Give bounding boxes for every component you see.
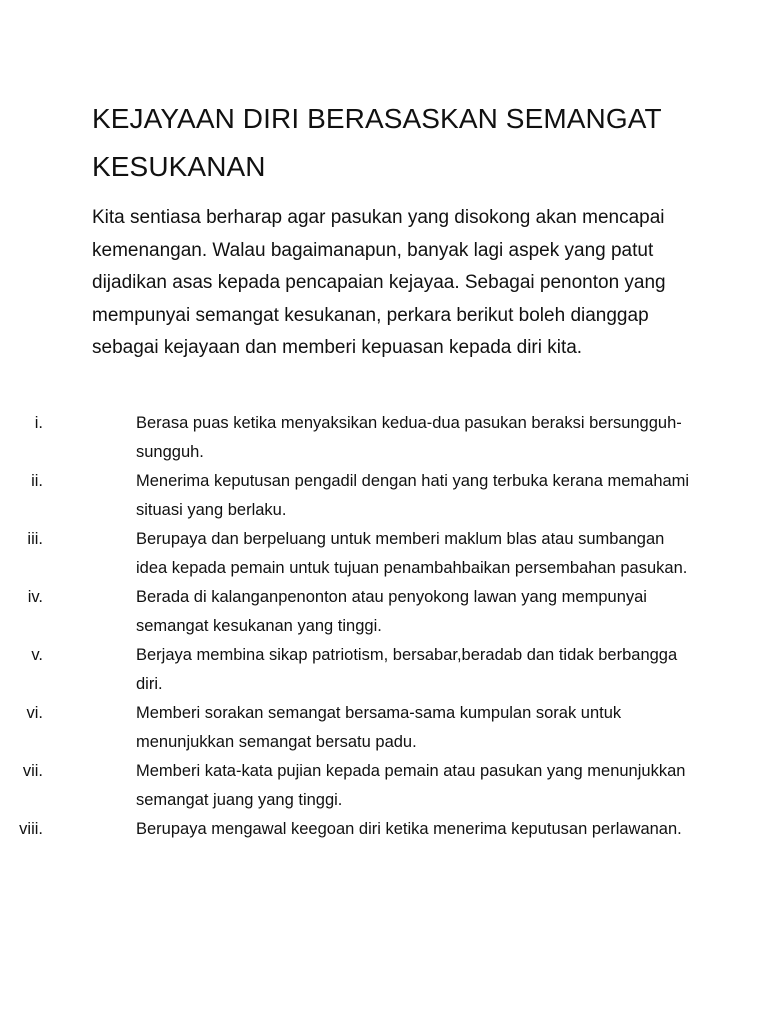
list-marker: v. <box>31 646 43 664</box>
list-marker: i. <box>34 414 43 432</box>
list-item <box>0 525 696 583</box>
list-item-text: Berjaya membina sikap patriotism, bersabar,beradab dan tidak berbangga diri. <box>136 646 678 693</box>
list-item-text: Berasa puas ketika menyaksikan kedua-dua pasukan beraksi bersungguh-sungguh. <box>136 414 682 461</box>
list-item <box>0 699 696 757</box>
roman-numeral-list <box>0 409 768 844</box>
list-item <box>0 467 696 525</box>
list-marker: iii. <box>27 530 43 548</box>
list-item-text: Berupaya mengawal keegoan diri ketika menerima keputusan perlawanan. <box>136 820 682 838</box>
list-marker: iv. <box>27 588 43 606</box>
list-marker: viii. <box>19 820 43 838</box>
list-item-text: Memberi kata-kata pujian kepada pemain atau pasukan yang menunjukkan semangat juang yang tinggi. <box>136 762 686 809</box>
list-marker: vii. <box>22 762 43 780</box>
list-marker: ii. <box>31 472 43 490</box>
list-item <box>0 583 696 641</box>
list-marker: vi. <box>26 704 43 722</box>
list-item <box>0 409 696 467</box>
intro-paragraph: Kita sentiasa berharap agar pasukan yang disokong akan mencapai kemenangan. Walau bagaimanapun, banyak lagi aspek yang patut dijadikan asas kepada pencapaian kejayaa. Sebagai penonton yang mempunyai semangat kesukanan, perkara berikut boleh dianggap sebagai kejayaan dan memberi kepuasan kepada diri kita. <box>92 207 666 358</box>
list-item <box>0 641 696 699</box>
document-title: KEJAYAAN DIRI BERASASKAN SEMANGAT KESUKANAN <box>92 103 662 182</box>
list-item <box>0 757 696 815</box>
list-item <box>0 815 696 844</box>
list-item-text: Menerima keputusan pengadil dengan hati yang terbuka kerana memahami situasi yang berlaku. <box>136 472 690 519</box>
list-item-text: Memberi sorakan semangat bersama-sama kumpulan sorak untuk menunjukkan semangat bersatu padu. <box>136 704 622 751</box>
list-item-text: Berupaya dan berpeluang untuk memberi maklum blas atau sumbangan idea kepada pemain untuk tujuan penambahbaikan persembahan pasukan. <box>136 530 688 577</box>
list-item-text: Berada di kalanganpenonton atau penyokong lawan yang mempunyai semangat kesukanan yang tinggi. <box>136 588 647 635</box>
